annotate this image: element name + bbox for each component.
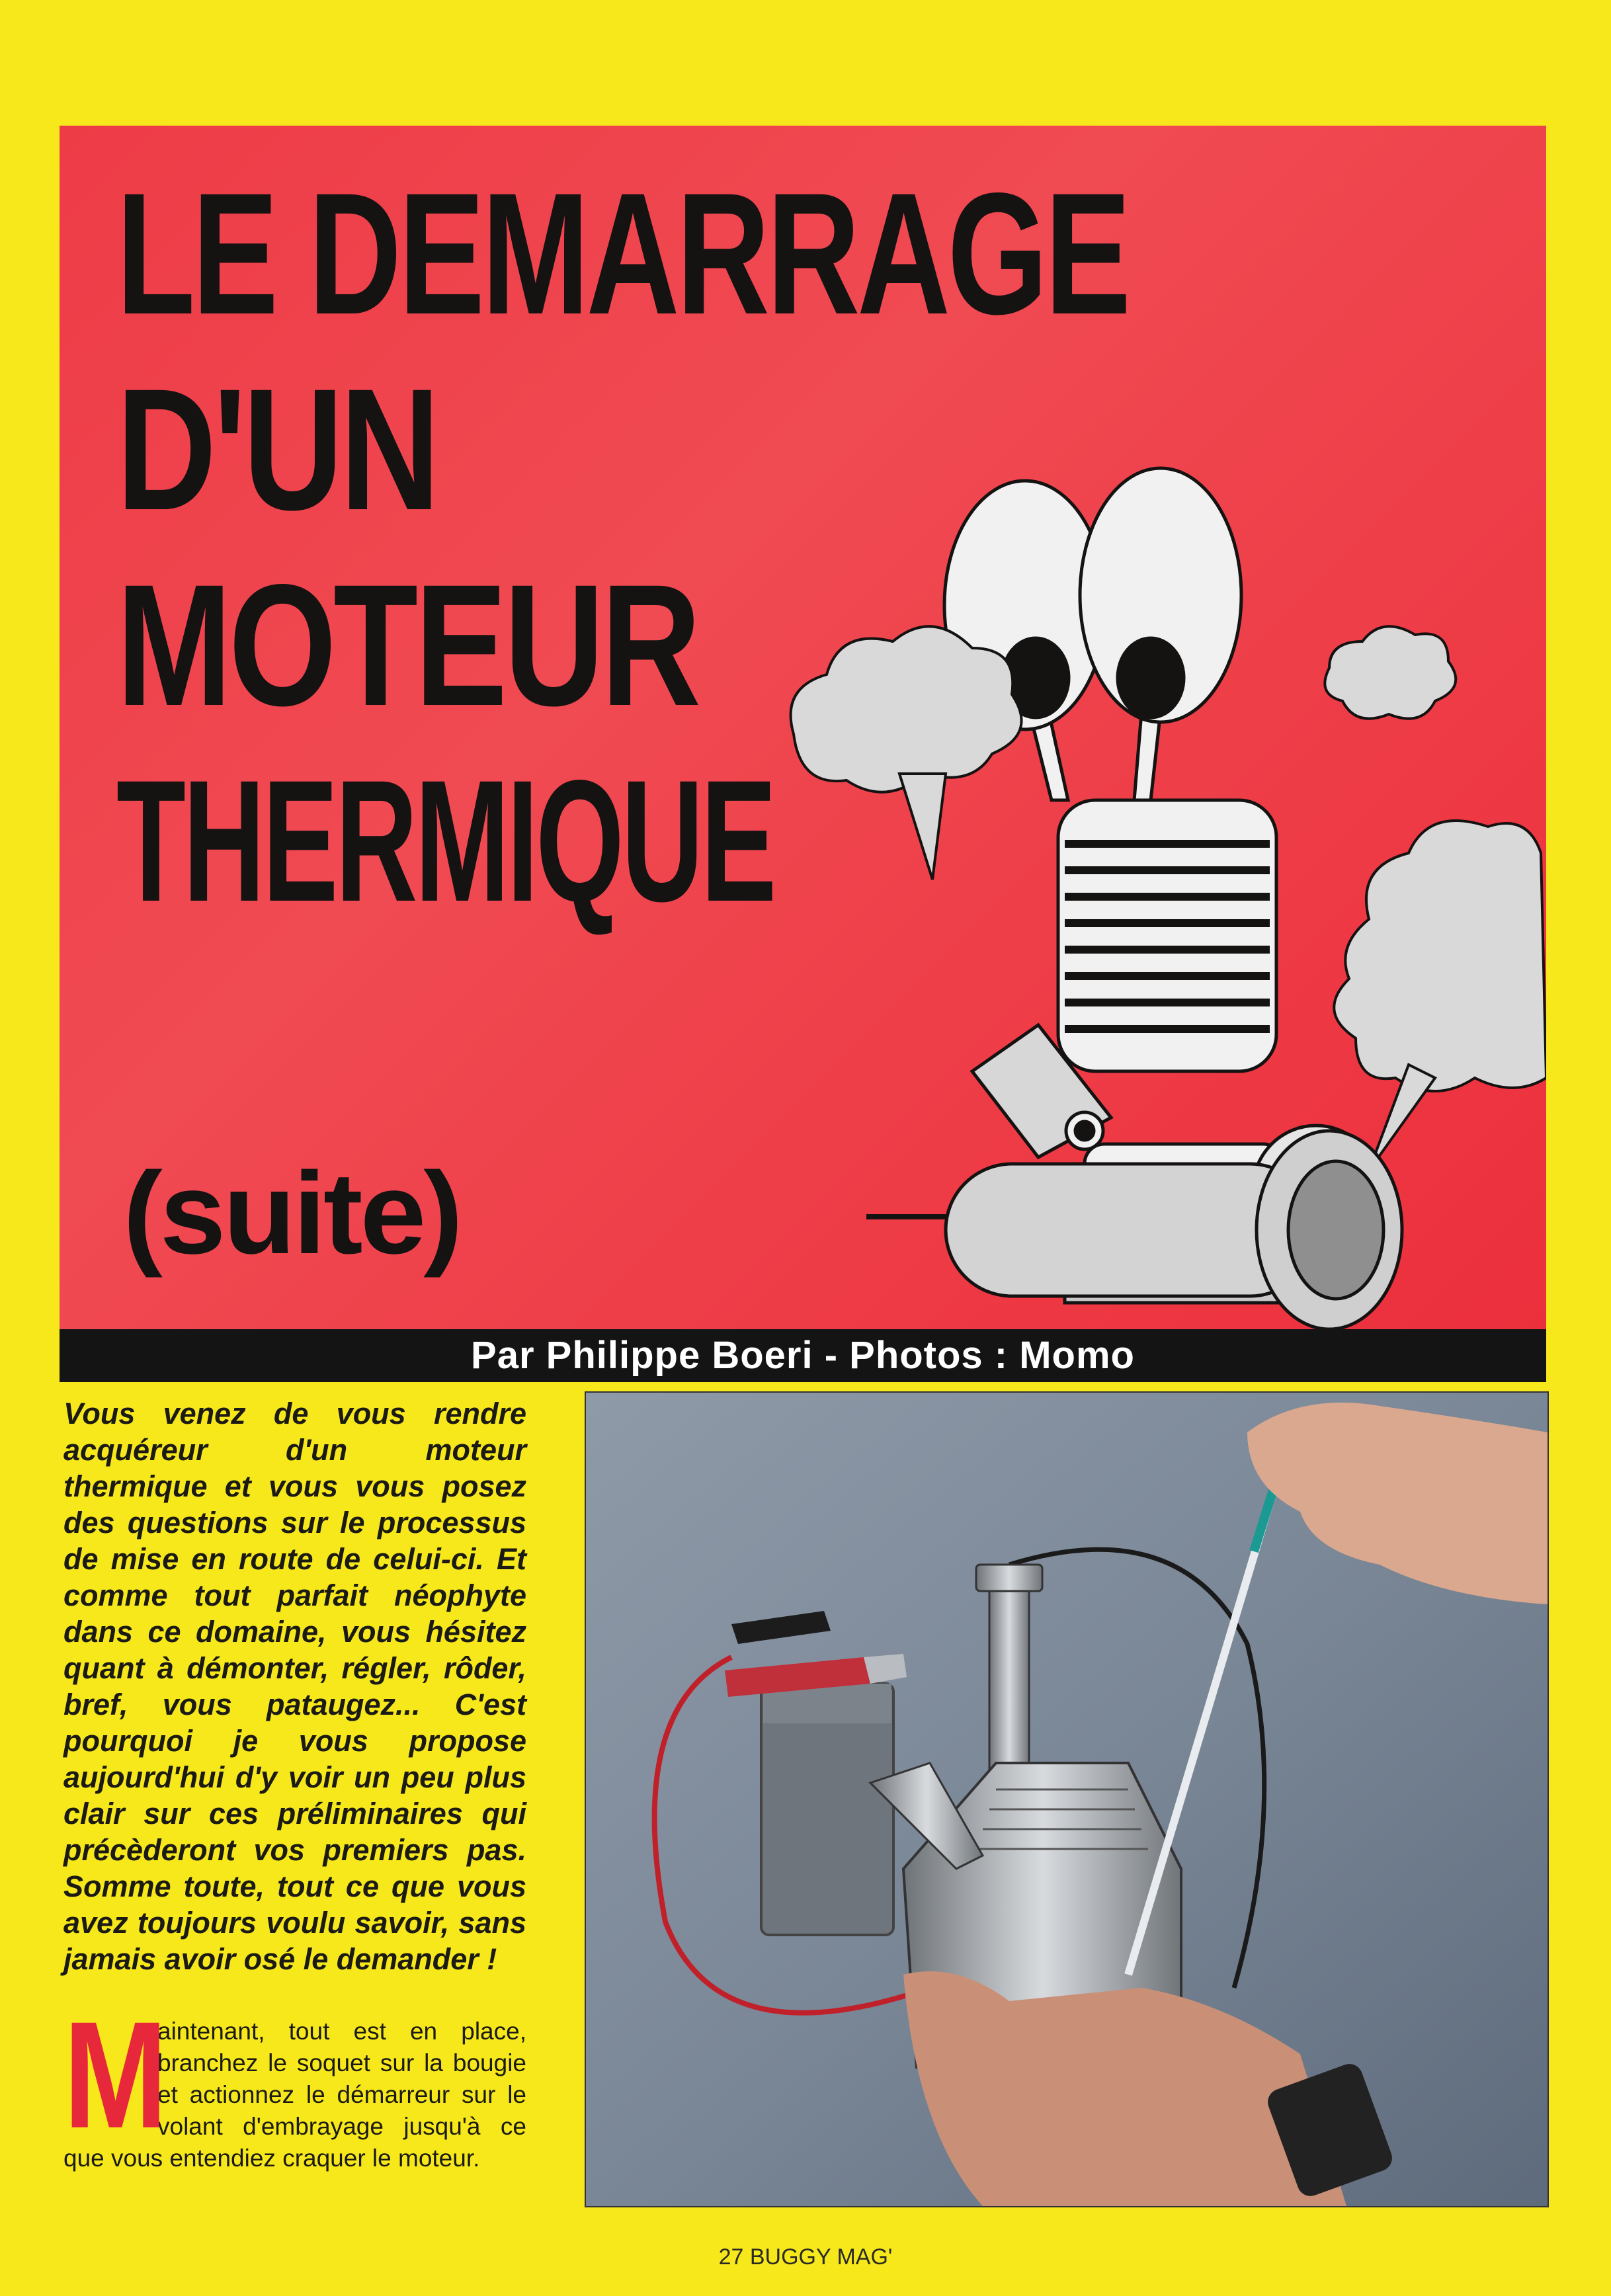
title-line-2: D'UN <box>116 352 437 546</box>
exhaust-pipe-illustration <box>853 1118 1422 1329</box>
intro-paragraph: Vous venez de vous rendre acquéreur d'un moteur thermique et vous vous posez des questions sur le processus de mise en route de celui-ci. Et comme tout parfait néophyte dans ce domaine, vous hésitez quant à démonter, régler, rôder, bref, vous pataugez... C'est pourquoi je vous propose aujourd'hui d'y voir un peu plus clair sur ces préliminaires qui précèderont vos premiers pas. Somme toute, tout ce que vous avez toujours voulu savoir, sans jamais avoir osé le demander ! <box>63 1397 526 1976</box>
title-suite: (suite) <box>123 1149 460 1278</box>
photo-illustration <box>586 1393 1548 2206</box>
byline-bar <box>60 1329 1546 1382</box>
title-line-3: MOTEUR <box>116 548 698 742</box>
title-line-4: THERMIQUE <box>116 744 774 938</box>
title-banner <box>60 126 1546 1329</box>
body-paragraph-text: aintenant, tout est en place, branchez le soquet sur la bougie et actionnez le démarreur sur le volant d'embrayage jusqu'à ce que vous entendiez craquer le moteur. <box>63 2018 526 2172</box>
page-footer: 27 BUGGY MAG' <box>718 2244 893 2270</box>
body-paragraph <box>63 1990 526 2174</box>
title-line-1: LE DEMARRAGE <box>116 157 1128 350</box>
drop-cap: M <box>63 1990 168 2160</box>
byline: Par Philippe Boeri - Photos : Momo <box>471 1334 1135 1377</box>
engine-start-photo <box>585 1391 1549 2207</box>
